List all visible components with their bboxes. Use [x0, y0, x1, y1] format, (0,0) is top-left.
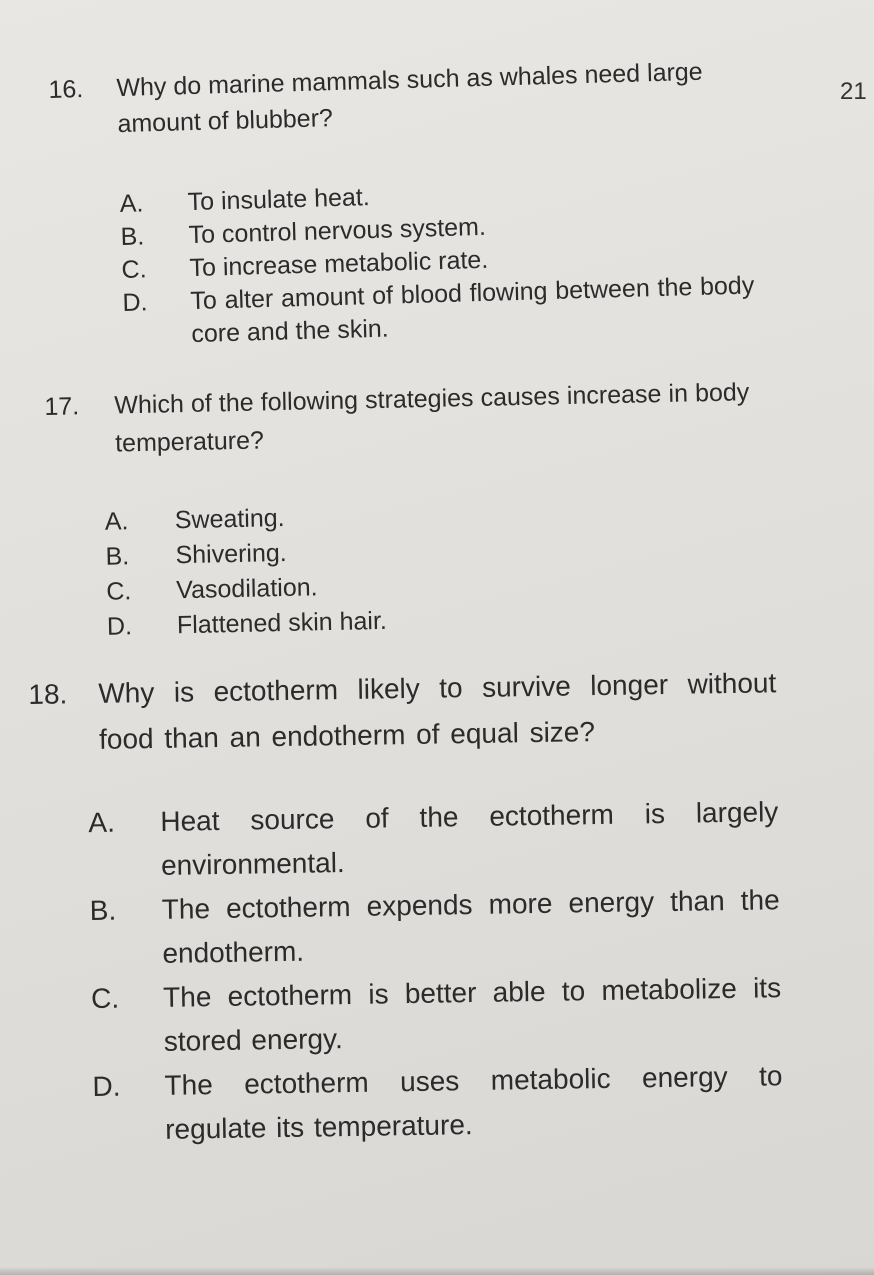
question-18	[28, 660, 783, 1154]
option-letter: A.	[88, 806, 116, 839]
option-letter: A.	[119, 189, 144, 219]
question-text: Which of the following strategies causes increase in body temperature?	[114, 378, 750, 458]
question-text: Why do marine mammals such as whales need large amount of blubber?	[116, 57, 704, 139]
option-text: Heat source of the ectotherm is largely environmental.	[160, 796, 779, 881]
option-letter: C.	[121, 255, 147, 285]
option-text: To insulate heat.	[187, 183, 371, 217]
question-17	[44, 373, 754, 646]
option-text: The ectotherm uses metabolic energy to regulate its temperature.	[164, 1060, 783, 1145]
option-text: The ectotherm expends more energy than the endotherm.	[161, 884, 780, 969]
option-letter: A.	[104, 507, 129, 536]
option-letter: D.	[122, 288, 148, 318]
option-text: To control nervous system.	[188, 212, 487, 250]
option-letter: C.	[105, 577, 132, 606]
option-letter: B.	[89, 894, 117, 927]
page-bottom-edge	[0, 1267, 874, 1275]
option-text: Shivering.	[175, 538, 287, 570]
question-16	[48, 52, 756, 354]
option-text: The ectotherm is better able to metabolize its stored energy.	[162, 972, 782, 1057]
option-text: Flattened skin hair.	[176, 606, 388, 640]
question-number: 17.	[44, 392, 80, 421]
option-letter: B.	[120, 222, 145, 252]
question-number: 18.	[28, 678, 68, 710]
question-number: 16.	[48, 75, 84, 104]
option-text: To increase metabolic rate.	[189, 245, 489, 283]
option-letter: D.	[106, 612, 133, 641]
option-letter: B.	[105, 542, 130, 571]
option-text: Vasodilation.	[175, 573, 318, 605]
option-b	[89, 878, 780, 977]
answer-options	[46, 491, 754, 646]
option-a	[88, 790, 779, 889]
option-text: To alter amount of blood flowing between the body core and the skin.	[190, 271, 755, 349]
answer-options	[30, 790, 783, 1154]
option-text: Sweating.	[174, 503, 285, 535]
answer-options	[51, 170, 755, 354]
option-c	[91, 966, 782, 1065]
option-letter: C.	[90, 982, 120, 1015]
option-letter: D.	[92, 1070, 121, 1103]
page-number: 21	[840, 78, 867, 105]
option-d	[92, 1054, 783, 1153]
question-text: Why is ectotherm likely to survive longer without food than an endotherm of equal size?	[98, 667, 777, 755]
